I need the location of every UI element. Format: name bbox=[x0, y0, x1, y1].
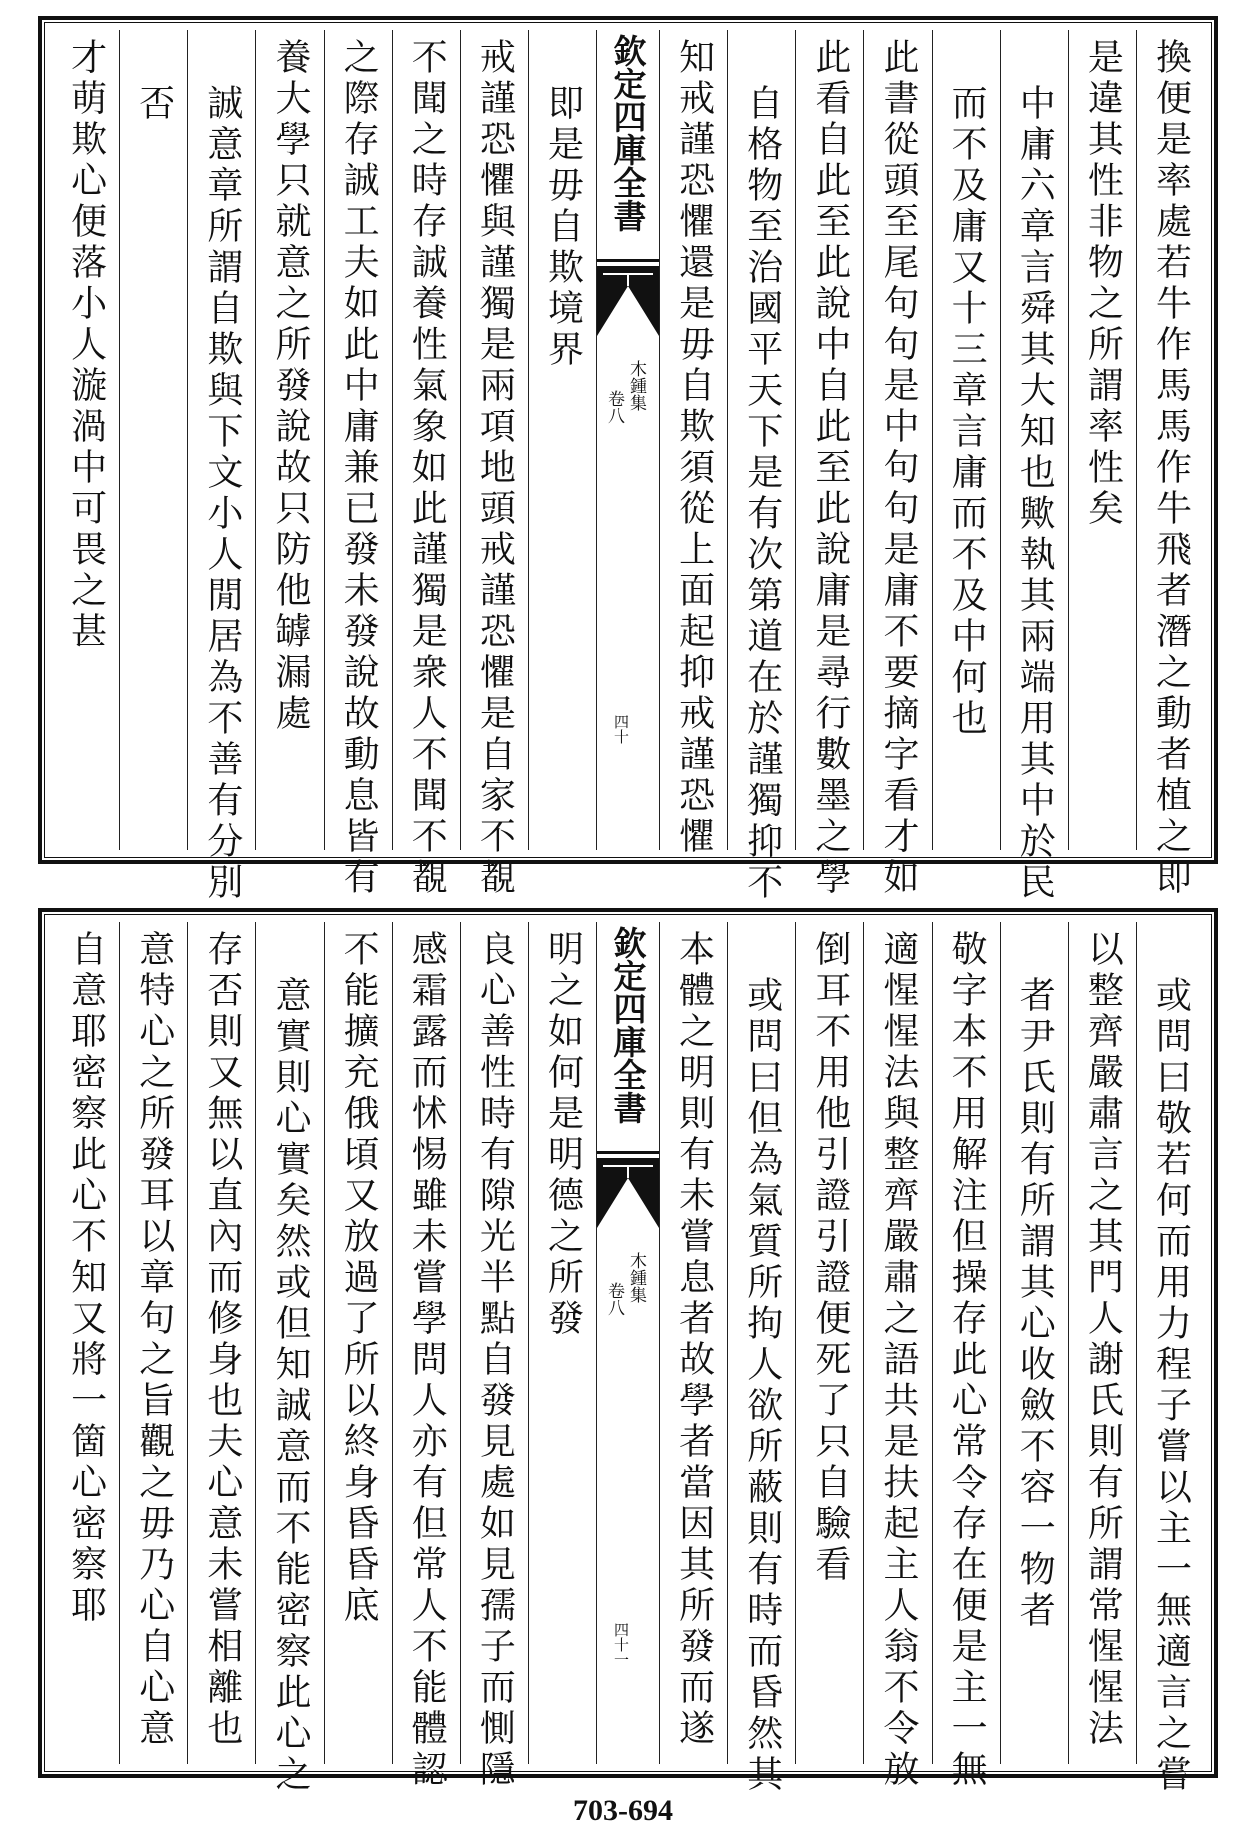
text-column bbox=[932, 922, 1000, 1791]
column-text: 不能擴充俄頃又放過了所以終身昏昏底 bbox=[338, 930, 380, 1627]
upper-page-panel bbox=[38, 16, 1218, 904]
column-text: 意特心之所發耳以章句之旨觀之毋乃心自心意 bbox=[133, 930, 175, 1750]
column-text: 才萌欺心便落小人漩渦中可畏之甚 bbox=[65, 38, 107, 653]
column-text: 或問曰但為氣質所拘人欲所蔽則有時而昏然其 bbox=[741, 976, 783, 1796]
column-text: 即是毋自欺境界 bbox=[542, 84, 584, 371]
text-column bbox=[52, 922, 119, 1764]
text-column bbox=[392, 922, 460, 1791]
text-column bbox=[795, 922, 863, 1764]
column-text: 明之如何是明德之所發 bbox=[542, 930, 584, 1340]
column-text: 適惺惺法與整齊嚴肅之語共是扶起主人翁不令放 bbox=[877, 930, 919, 1791]
book-spine bbox=[596, 922, 659, 1764]
column-text: 感霜露而怵惕雖未嘗學問人亦有但常人不能體認 bbox=[406, 930, 448, 1791]
column-text: 戒謹恐懼與謹獨是兩項地頭戒謹恐懼是自家不覩 bbox=[474, 38, 516, 899]
text-column bbox=[119, 922, 187, 1764]
text-column bbox=[460, 922, 528, 1791]
column-text: 誠意章所謂自欺與下文小人閒居為不善有分別 bbox=[201, 84, 243, 904]
column-text: 敬字本不用解注但操存此心常令存在便是主一無 bbox=[946, 930, 988, 1791]
column-text: 自意耶密察此心不知又將一箇心密察耶 bbox=[65, 930, 107, 1627]
text-column bbox=[863, 30, 931, 899]
column-text: 此看自此至此說中自此至此說庸是尋行數墨之學 bbox=[809, 38, 851, 899]
spine-volume: 卷八 bbox=[604, 390, 624, 424]
book-spine bbox=[596, 30, 659, 850]
text-column bbox=[795, 30, 863, 899]
text-column bbox=[119, 30, 187, 850]
text-column bbox=[52, 30, 119, 850]
spine-volume: 卷八 bbox=[604, 1282, 624, 1316]
column-text: 意實則心實矣然或但知誠意而不能密察此心之 bbox=[269, 976, 311, 1796]
spine-book-name: 木鍾集 bbox=[626, 360, 646, 411]
text-column bbox=[460, 30, 528, 899]
text-column bbox=[727, 30, 795, 904]
column-text: 知戒謹恐懼還是毋自欺須從上面起抑戒謹恐懼 bbox=[673, 38, 715, 858]
column-text: 中庸六章言舜其大知也歟執其兩端用其中於民 bbox=[1014, 84, 1056, 904]
column-text: 而不及庸又十三章言庸而不及中何也 bbox=[946, 84, 988, 740]
column-text: 良心善性時有隙光半點自發見處如見孺子而惻隱 bbox=[474, 930, 516, 1791]
column-text: 本體之明則有未嘗息者故學者當因其所發而遂 bbox=[673, 930, 715, 1750]
text-column bbox=[1000, 30, 1068, 904]
text-column bbox=[1068, 30, 1136, 850]
column-text: 之際存誠工夫如此中庸兼已發未發說故動息皆有 bbox=[338, 38, 380, 899]
text-column bbox=[863, 922, 931, 1791]
page-footer-number: 703-694 bbox=[573, 1794, 673, 1827]
spine-title: 欽定四庫全書 bbox=[597, 30, 659, 262]
text-column bbox=[255, 922, 323, 1796]
column-text: 養大學只就意之所發說故只防他罅漏處 bbox=[269, 38, 311, 735]
text-column bbox=[1136, 922, 1204, 1796]
text-column bbox=[528, 922, 596, 1764]
text-column bbox=[187, 30, 255, 904]
text-column bbox=[392, 30, 460, 899]
spine-title: 欽定四庫全書 bbox=[597, 922, 659, 1154]
text-column bbox=[187, 922, 255, 1764]
column-text: 存否則又無以直內而修身也夫心意未嘗相離也 bbox=[201, 930, 243, 1750]
spine-book-name: 木鍾集 bbox=[626, 1252, 646, 1303]
column-text: 換便是率處若牛作馬馬作牛飛者潛之動者植之即 bbox=[1150, 38, 1192, 899]
text-column bbox=[727, 922, 795, 1796]
fish-tail-ornament-icon bbox=[597, 266, 659, 336]
text-column bbox=[659, 922, 727, 1764]
text-column bbox=[1068, 922, 1136, 1764]
column-text: 否 bbox=[133, 84, 175, 125]
column-text: 或問曰敬若何而用力程子嘗以主一無適言之嘗 bbox=[1150, 976, 1192, 1796]
fish-tail-ornament-icon bbox=[597, 1158, 659, 1228]
spine-page-number: 四十 bbox=[612, 714, 630, 744]
text-column bbox=[528, 30, 596, 850]
text-column bbox=[932, 30, 1000, 850]
column-text: 自格物至治國平天下是有次第道在於謹獨抑不 bbox=[741, 84, 783, 904]
column-text: 者尹氏則有所謂其心收斂不容一物者 bbox=[1014, 976, 1056, 1632]
text-column bbox=[1000, 922, 1068, 1764]
column-text: 倒耳不用他引證引證便死了只自驗看 bbox=[809, 930, 851, 1586]
text-column bbox=[255, 30, 323, 850]
upper-columns bbox=[52, 30, 1204, 904]
text-column bbox=[659, 30, 727, 858]
text-column bbox=[1136, 30, 1204, 899]
spine-page-number: 四十一 bbox=[612, 1622, 630, 1667]
text-column bbox=[324, 30, 392, 899]
column-text: 此書從頭至尾句句是中句句是庸不要摘字看才如 bbox=[877, 38, 919, 899]
column-text: 以整齊嚴肅言之其門人謝氏則有所謂常惺惺法 bbox=[1082, 930, 1124, 1750]
text-column bbox=[324, 922, 392, 1764]
lower-columns bbox=[52, 922, 1204, 1796]
column-text: 不聞之時存誠養性氣象如此謹獨是衆人不聞不覩 bbox=[406, 38, 448, 899]
column-text: 是違其性非物之所謂率性矣 bbox=[1082, 38, 1124, 530]
lower-page-panel bbox=[38, 908, 1218, 1796]
